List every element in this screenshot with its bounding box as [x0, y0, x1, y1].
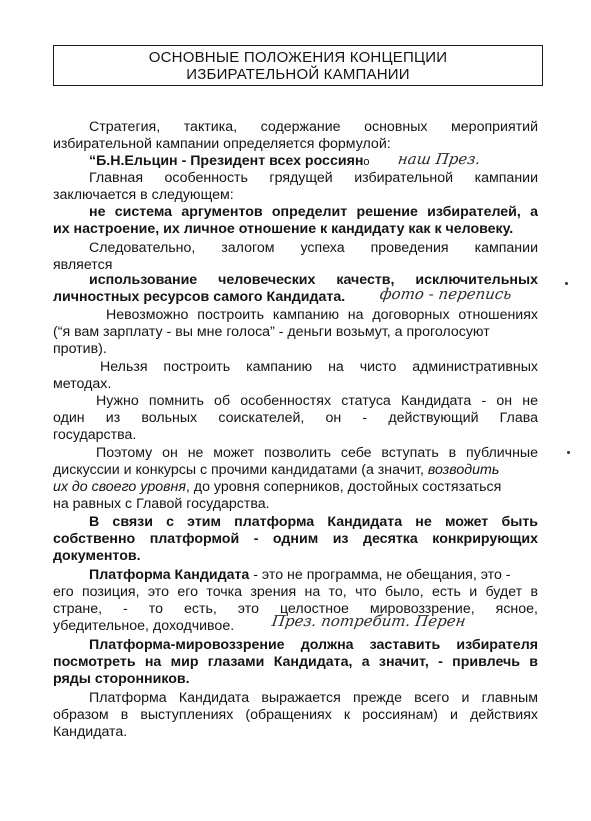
- text-line: ряды сторонников.: [53, 671, 190, 687]
- italic-span: их до своего уровня: [53, 479, 186, 495]
- text-line: является: [53, 257, 113, 273]
- text-line-formula: “Б.Н.Ельцин - Президент всех россияно: [89, 153, 370, 169]
- text-line: Следовательно, залогом успеха проведения кампании: [89, 240, 538, 256]
- text-line: убедительное, доходчивое.: [53, 618, 235, 634]
- text-line: [53, 707, 538, 724]
- bold-span: Платформа Кандидата: [89, 567, 250, 583]
- text-line: заключается в следующем:: [53, 187, 234, 203]
- handwritten-note-2: фото - перепись: [378, 285, 513, 303]
- text-line: Главная особенность грядущей избирательной кампании: [89, 170, 538, 186]
- scan-mark: [567, 451, 570, 454]
- text-line: [53, 462, 502, 479]
- text-line: Невозможно построить кампанию на договорных отношениях: [106, 307, 538, 323]
- text-line: посмотреть на мир глазами Кандидата, а значит, - привлечь в: [53, 654, 538, 670]
- text-line: методах.: [53, 376, 112, 392]
- text-line: Нельзя построить кампанию на чисто административных: [100, 359, 538, 375]
- title-line-2: ИЗБИРАТЕЛЬНОЙ КАМПАНИИ: [186, 66, 410, 83]
- text-span: , до уровня соперников, достойных состязаться: [185, 479, 502, 495]
- text-line: один из вольных соискателей, он - действующий Глава: [53, 410, 538, 426]
- text-line: собственно платформой - одним из десятка конкрирующих: [53, 531, 538, 547]
- text-span: - это не программа, не обещания, это -: [249, 567, 511, 583]
- text-line: [89, 567, 538, 584]
- handwritten-note-3: През. потребит. Перен: [270, 612, 467, 630]
- title-box: [53, 45, 543, 86]
- text-line: В связи с этим платформа Кандидата не может быть: [89, 514, 538, 530]
- text-line: Платформа-мировоззрение должна заставить избирателя: [89, 637, 538, 653]
- text-line: Платформа Кандидата выражается прежде всего и главным: [89, 690, 538, 706]
- text-line: Поэтому он не может позволить себе вступать в публичные: [96, 445, 538, 461]
- text-line: [53, 479, 502, 496]
- text-line: Стратегия, тактика, содержание основных мероприятий: [89, 119, 538, 135]
- text-line: стране, - то есть, это целостное мировоззрение, ясное,: [53, 601, 538, 617]
- text-line: избирательной кампании определяется формулой:: [53, 136, 391, 152]
- text-line: его позиция, это его точка зрения на то, что было, есть и будет в: [53, 584, 538, 600]
- text-line: использование человеческих качеств, исключительных: [89, 272, 538, 288]
- text-line: личностных ресурсов самого Кандидата.: [53, 289, 346, 305]
- formula-text: “Б.Н.Ельцин - Президент всех россиян: [89, 153, 364, 169]
- text-span: дискуссии и конкурсы с прочими кандидатами (а значит,: [53, 462, 424, 478]
- handwritten-note-1: наш През.: [396, 150, 482, 168]
- text-line: их настроение, их личное отношение к кандидату как к человеку.: [53, 221, 514, 237]
- text-line: против).: [53, 341, 107, 357]
- text-line: документов.: [53, 548, 141, 564]
- text-line: Нужно помнить об особенностях статуса Кандидата - он не: [96, 393, 538, 409]
- text-line: на равных с Главой государства.: [53, 496, 270, 512]
- text-line: (“я вам зарплату - вы мне голоса” - деньги возьмут, а проголосуют: [53, 324, 490, 340]
- text-line: Кандидата.: [53, 724, 128, 740]
- text-line: не система аргументов определит решение избирателей, а: [89, 204, 538, 220]
- text-line: государства.: [53, 427, 137, 443]
- scan-mark: [565, 282, 568, 285]
- text-span: образом в выступлениях (обращениях к россиянам) и действиях: [53, 707, 538, 723]
- title-line-1: ОСНОВНЫЕ ПОЛОЖЕНИЯ КОНЦЕПЦИИ: [148, 49, 448, 66]
- italic-span: возводить: [427, 462, 500, 478]
